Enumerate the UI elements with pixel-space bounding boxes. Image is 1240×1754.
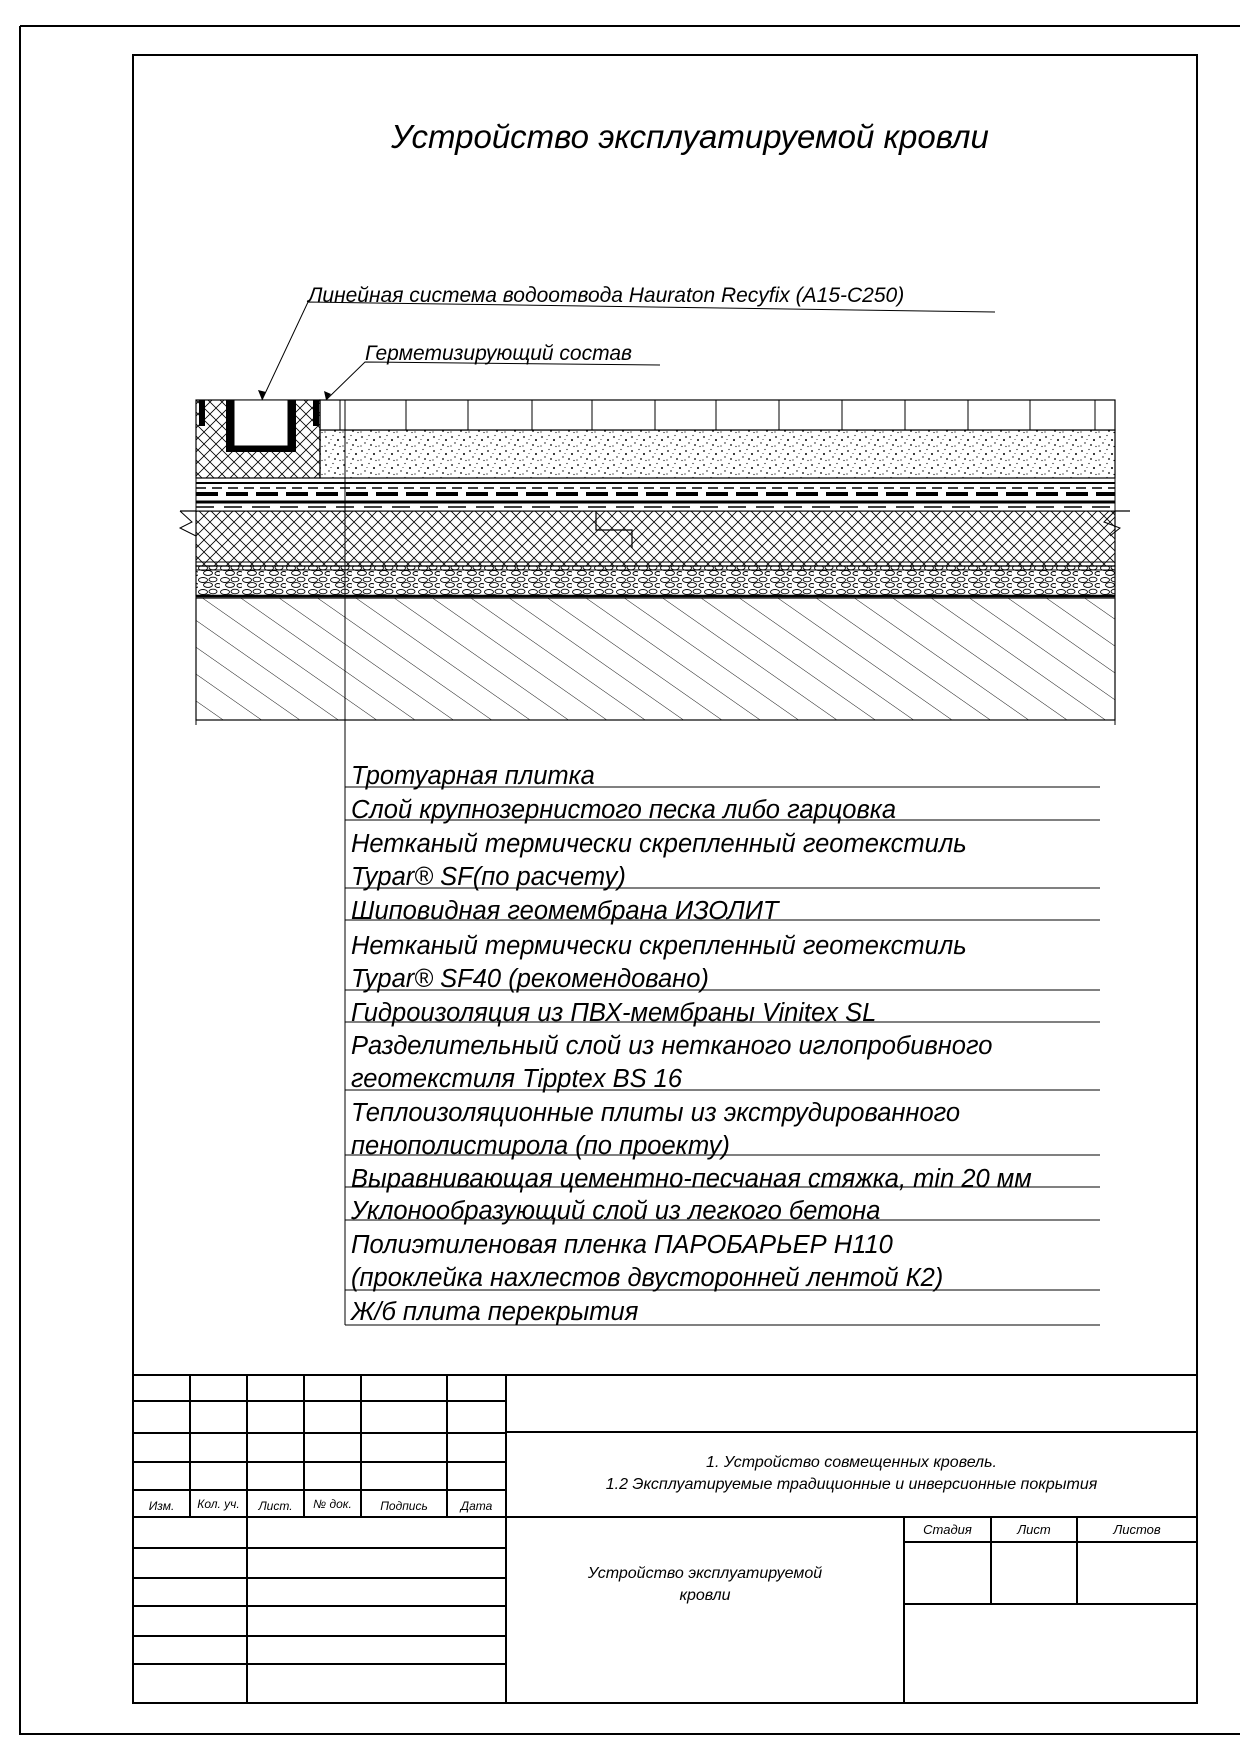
stage-label: Стадия [923,1522,972,1537]
layer-text-line: Нетканый термически скрепленный геотекстиль [351,932,967,960]
sheet-name [506,1563,904,1607]
layer-sand: Слой крупнозернистого песка либо гарцовка [351,796,897,824]
col-date: Дата [460,1499,493,1513]
layer-pvc-membrane: Гидроизоляция из ПВХ-мембраны Vinitex SL [351,999,877,1027]
project-title [506,1452,1197,1496]
col-signature: Подпись [380,1499,428,1513]
layer-text-line: Typar® SF40 (рекомендовано) [351,965,709,993]
roof-section [180,302,1130,725]
layer-text-line: Полиэтиленовая пленка ПАРОБАРЬЕР Н110 [351,1231,893,1259]
col-kol-uch: Кол. уч. [197,1497,240,1511]
layer-text-line: Нетканый термически скрепленный геотекстиль [351,830,967,858]
sheets-label: Листов [1113,1522,1161,1537]
layer-geotextile-sf [351,828,967,894]
layer-slab: Ж/б плита перекрытия [351,1298,639,1326]
layer-vapor-barrier [351,1229,943,1295]
col-doc-no: № док. [313,1497,352,1511]
col-list: Лист. [258,1499,293,1513]
layer-geomembrane: Шиповидная геомембрана ИЗОЛИТ [351,897,779,925]
layer-text-line: Typar® SF(по расчету) [351,863,626,891]
layer-insulation [351,1097,960,1163]
layer-text-line: (проклейка нахлестов двусторонней лентой К2) [351,1264,944,1292]
sheet-name-line-1: Устройство эксплуатируемой [587,1565,823,1582]
layer-text-line: Разделительный слой из нетканого иглопробивного [351,1032,993,1060]
callout-drain-system: Линейная система водоотвода Hauraton Recyfix (A15-C250) [308,284,905,307]
layer-text-line: пенополистирола (по проекту) [351,1132,730,1160]
layer-text-line: геотекстиля Tipptex BS 16 [351,1065,683,1093]
layer-text-line: Теплоизоляционные плиты из экструдированного [351,1099,961,1127]
layer-geotextile-sf40 [351,930,967,996]
layer-paving-tile: Тротуарная плитка [351,762,595,790]
project-line-1: 1. Устройство совмещенных кровель. [706,1454,997,1471]
layer-separation [351,1030,992,1096]
title-block-grid [133,1375,1197,1703]
sheet-name-line-2: кровли [679,1587,731,1604]
sheet-label: Лист [1017,1522,1051,1537]
project-line-2: 1.2 Эксплуатируемые традиционные и инверсионные покрытия [605,1476,1098,1493]
layer-screed: Выравнивающая цементно-песчаная стяжка, min 20 мм [351,1165,1032,1193]
col-izm: Изм. [148,1499,175,1513]
callout-sealant: Герметизирующий состав [365,342,632,365]
page-title: Устройство эксплуатируемой кровли [391,118,989,155]
layer-slope: Уклонообразующий слой из легкого бетона [351,1197,881,1225]
